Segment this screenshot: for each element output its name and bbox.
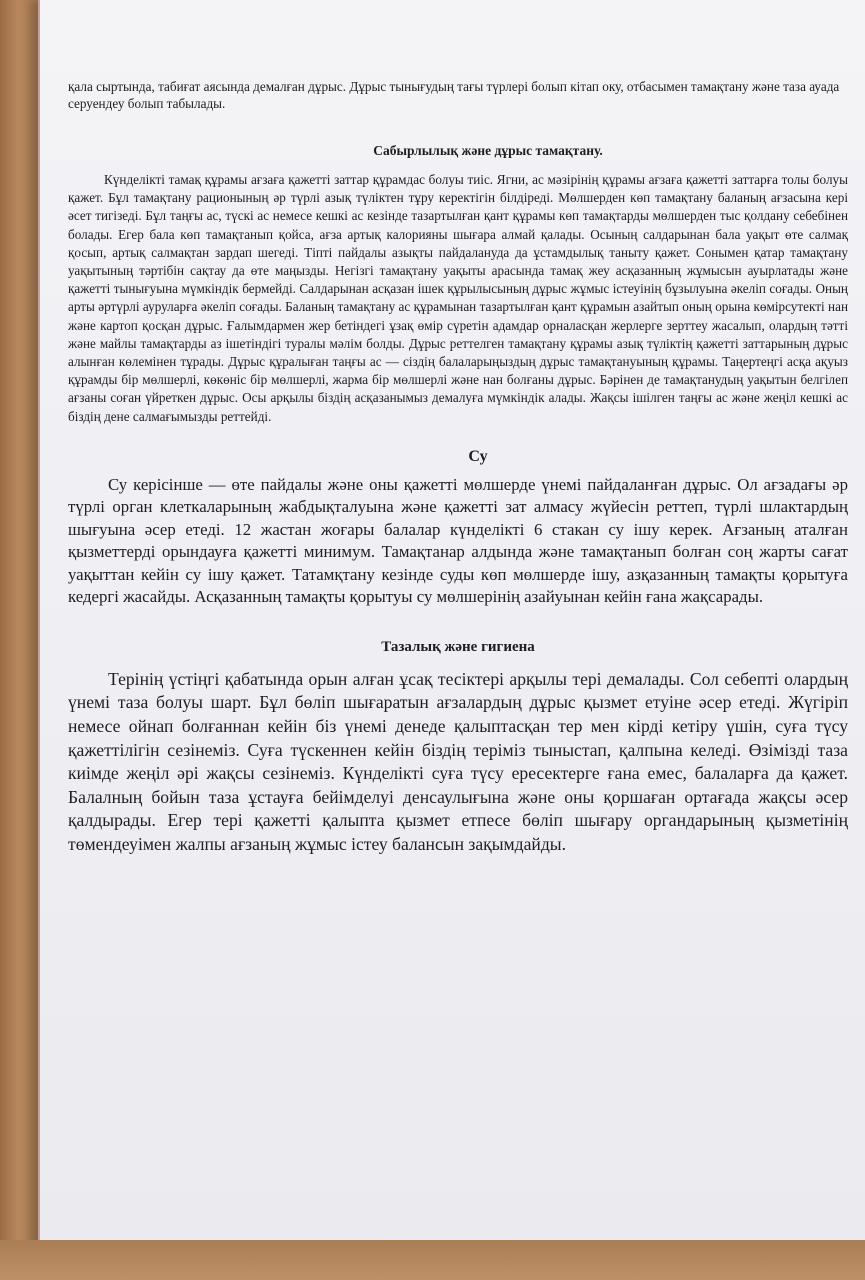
section-title-water: Су xyxy=(468,447,488,465)
section-title-nutrition: Сабырлылық және дұрыс тамақтану. xyxy=(373,143,603,158)
section-body-hygiene: Терінің үстіңгі қабатында орын алған ұсақ тесіктері арқылы тері демалады. Сол себепті олардың үнемі таза болуы шарт. Бұл бөліп шығаратын ағзалардың дұрыс қызмет етуіне әсер етеді. Жүгіріп немесе ойнап болғаннан кейін біз үнемі денеде қалыптасқан тер мен кірді кетіру үшін, суға түсу қажеттілігін сезінеміз. Суға түскеннен кейін біздің теріміз тыныстап, қалпына келеді. Өзімізді таза киімде жеңіл әрі жақсы сезінеміз. Күнделікті суға түсу ересектерге ғана емес, балаларға да қажет. Балалның бойын таза ұстауға бейімделуі денсаулығына және оны қоршаған ортағада жақсы әсер қалдырады. Егер тері қажетті қалыпта қызмет етпесе бөліп шығару органдарының қызметінің төмендеуімен жалпы ағзаның жұмыс істеу балансын зақымдайды. xyxy=(68,668,848,854)
intro-paragraph: қала сыртында, табиғат аясында демалған дұрыс. Дұрыс тынығудың тағы түрлері болып кітап оку, отбасымен тамақтану және таза ауада серуендеу болып табылады. xyxy=(68,79,840,111)
document-body xyxy=(68,78,848,857)
section-body-water: Су керісінше — өте пайдалы және оны қажетті мөлшерде үнемі пайдаланған дұрыс. Ол ағзадағы әр түрлі орган клеткаларының жабдықталуына және қажетті зат алмасу жүйесін реттеп, түрлі шлактардың шығуына әсер етеді. 12 жастан жоғары балалар күнделікті 6 стакан су ішу керек. Ағзаның аталған қызметтерді орындауға қажетті минимум. Тамақтанар алдында және тамақтанып болған соң жарты сағат уақыттан кейін су ішу қажет. Татамқтану кезінде суды көп мөлшерде ішу, азқазанның тамақты қорытуға кедергі жасайды. Асқазанның тамақты қорытуы су мөлшерінің азайуынан кейін ғана жақсарады. xyxy=(68,474,848,607)
section-body-nutrition: Күнделікті тамақ құрамы ағзаға қажетті заттар құрамдас болуы тиіс. Ягни, ас мәзірінің құрамы ағзаға қажетті заттарға толы болуы қажет. Бұл тамақтану рационының әр түрлі азық түліктен тұру керектігін білдіреді. Мөлшерден көп тамақтану баланың ағзасына кері әсет тигізеді. Бұл таңғы ас, түскі ас немесе кешкі ас кезінде тазартылған қант құрамы көп тамақтарды мөлшерден тыс қолдану себебінен болады. Егер бала көп тамақтанып қойса, ағза артық калорияны шығара алмай қалады. Осының салдарынан бала уақыт өте салмақ қосып, артық салмақтан зардап шегеді. Тіпті пайдалы азықты пайдалануда да ұстамдылық таныту қажет. Сонымен қатар тамақтану уақытының тәртібін сақтау да өте маңызды. Негізгі тамақтану уақыты арасында тамақ жеу асқазанның жұмысын ауырлатады және қажетті тынығуына мүмкіндік бермейді. Салдарынан асқазан ішек құрылысының дұрыс жұмыс істеуінің бұзылуына әкеліп соғады. Оның арты әртүрлі ауруларға әкеліп соғады. Баланың тамақтану ас құрамынан тазартылған қант құрамын азайтып оның орына көмірсутекті нан және картоп қосқан дұрыс. Ғалымдармен жер бетіндегі ұзақ өмір сүретін адамдар орналасқан жерлерге зерттеу жасалып, олардың тәтті және майлы тамақтарды аз ішетіндігі туралы мәлім болды. Дұрыс реттелген тамақтану құрамы азық түліктің қажетті заттарының дұрыс алынған көлемінен тұрады. Дұрыс құралыған таңғы ас — сіздің балаларыңыздың дұрыс тамақтануының құрамы. Таңертеңгі асқа ақуыз құрамды бір мөлшерлі, көкөніс бір мөлшерлі, жарма бір мөлшерлі және нан болғаны дұрыс. Бәрінен де тамақтанудың уақытын белгілеп ағзаны соған үйреткен дұрыс. Осы арқылы біздің асқазанымыз демалуға мүмкіндік алады. Жақсы ішілген таңғы ас және жеңіл кешкі ас біздің дене салмағымызды реттейді. xyxy=(68,172,848,424)
paper-sheet xyxy=(38,0,865,1240)
section-title-hygiene: Тазалық және гигиена xyxy=(381,638,535,655)
table-edge xyxy=(0,1240,865,1280)
